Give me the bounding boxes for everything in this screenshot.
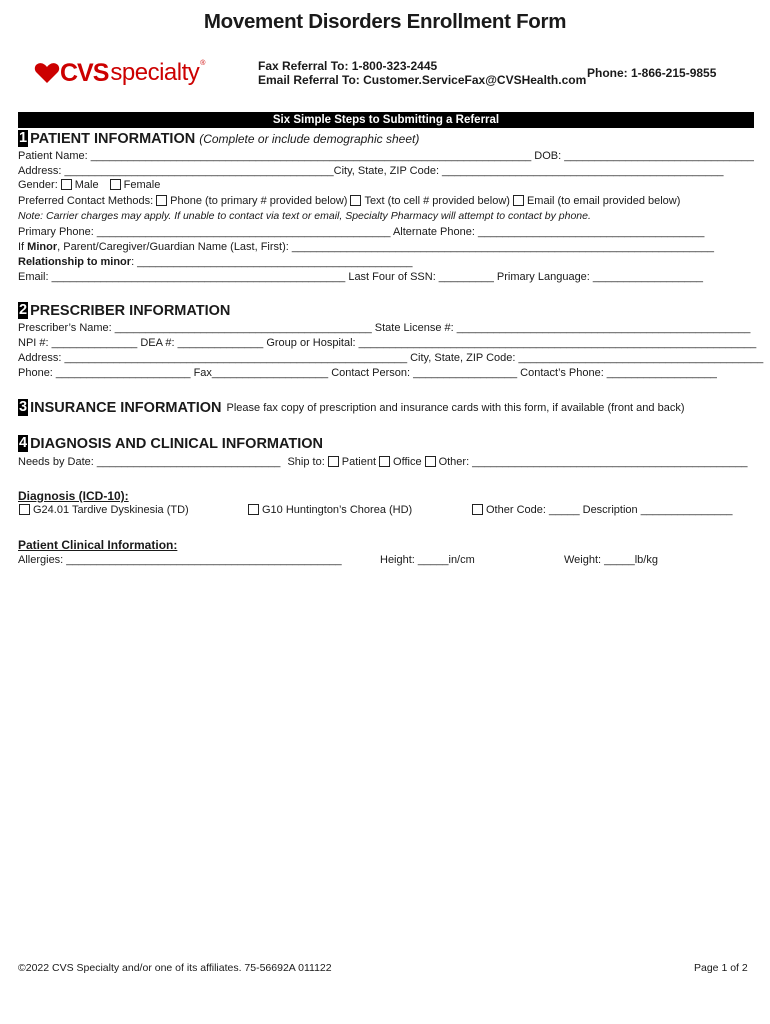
fax-referral: Fax Referral To: 1-800-323-2445 xyxy=(258,59,438,73)
section-title: PATIENT INFORMATION xyxy=(30,130,196,147)
minor-guardian-line[interactable] xyxy=(18,241,714,253)
dx-td-label: G24.01 Tardive Dyskinesia (TD) xyxy=(33,504,189,516)
footer-copyright: ©2022 CVS Specialty and/or one of its affiliates. 75-56692A 011122 xyxy=(18,962,332,974)
dx-hd-checkbox[interactable] xyxy=(248,504,259,515)
steps-bar-text: Six Simple Steps to Submitting a Referral xyxy=(272,114,500,126)
gender-row xyxy=(18,179,160,191)
section-1-heading xyxy=(18,130,419,147)
dx-hd-option[interactable] xyxy=(245,504,412,516)
heart-icon xyxy=(34,62,60,84)
email-ssn-language-line[interactable]: Email: ________________________________________________ Last Four of SSN: _________ Primary Language: __________________ xyxy=(18,271,704,283)
dx-other-option[interactable] xyxy=(469,504,732,516)
male-checkbox[interactable] xyxy=(61,179,72,190)
npi-dea-group-line[interactable]: NPI #: ______________ DEA #: ______________ Group or Hospital: _________________________________________________________________ xyxy=(18,337,757,349)
contact-text-label: Text (to cell # provided below) xyxy=(364,195,510,207)
contact-text-checkbox[interactable] xyxy=(350,195,361,206)
cvs-specialty-logo xyxy=(34,57,205,89)
section-3-heading xyxy=(18,399,684,416)
needs-by-ship-row xyxy=(18,456,747,468)
female-checkbox[interactable] xyxy=(110,179,121,190)
section-number: 1 xyxy=(19,130,28,146)
dx-other-label: Other Code: _____ Description _______________ xyxy=(486,504,733,516)
clinical-info-heading: Patient Clinical Information: xyxy=(18,538,178,552)
dx-hd-label: G10 Huntington’s Chorea (HD) xyxy=(262,504,413,516)
weight-field[interactable]: Weight: _____lb/kg xyxy=(564,554,658,566)
email-referral: Email Referral To: Customer.ServiceFax@CVSHealth.com xyxy=(258,73,587,87)
prescriber-name-line[interactable]: Prescriber’s Name: __________________________________________ State License #: ________________________________________________ xyxy=(18,322,751,334)
phone-line[interactable]: Primary Phone: ________________________________________________ Alternate Phone: _____________________________________ xyxy=(18,226,705,238)
ship-to-label: Ship to: xyxy=(287,456,325,468)
section-number: 2 xyxy=(19,302,28,318)
ship-other-checkbox[interactable] xyxy=(425,456,436,467)
prescriber-address-line[interactable]: Address: ________________________________________________________ City, State, ZIP Code: ________________________________________ xyxy=(18,352,764,364)
section-number: 4 xyxy=(19,435,28,451)
carrier-charges-note: Note: Carrier charges may apply. If unable to contact via text or email, Specialty Pharmacy will attempt to contact by phone. xyxy=(18,210,591,222)
height-field[interactable]: Height: _____in/cm xyxy=(380,554,475,566)
diagnosis-heading: Diagnosis (ICD-10): xyxy=(18,489,129,503)
section-title: INSURANCE INFORMATION xyxy=(30,399,222,416)
minor-label: Minor xyxy=(27,241,58,253)
contact-email-label: Email (to email provided below) xyxy=(526,195,681,207)
prescriber-phone-line[interactable]: Phone: ______________________ Fax___________________ Contact Person: _________________ Contact’s Phone: __________________ xyxy=(18,367,717,379)
dx-td-option[interactable] xyxy=(16,504,189,516)
patient-address-line[interactable]: Address: ____________________________________________City, State, ZIP Code: ______________________________________________ xyxy=(18,165,724,177)
minor-guardian-text: , Parent/Caregiver/Guardian Name (Last, First): _____________________________________________________________________ xyxy=(57,241,714,253)
relationship-label: Relationship to minor xyxy=(18,256,132,268)
ship-office-checkbox[interactable] xyxy=(379,456,390,467)
logo-product: specialty xyxy=(110,59,200,86)
section-note: Please fax copy of prescription and insurance cards with this form, if available (front and back) xyxy=(226,401,685,414)
female-label: Female xyxy=(123,179,161,191)
section-number: 3 xyxy=(19,399,28,415)
section-title: PRESCRIBER INFORMATION xyxy=(30,302,231,319)
patient-name-dob-line[interactable]: Patient Name: ________________________________________________________________________ DOB: _______________________________ xyxy=(18,150,754,162)
section-4-heading xyxy=(18,435,323,452)
minor-prefix: If xyxy=(18,241,28,253)
section-note: (Complete or include demographic sheet) xyxy=(199,131,420,146)
form-title: Movement Disorders Enrollment Form xyxy=(203,10,567,33)
contact-phone-label: Phone (to primary # provided below) xyxy=(170,195,348,207)
contact-methods-row xyxy=(18,195,680,207)
ship-patient-checkbox[interactable] xyxy=(328,456,339,467)
allergies-field[interactable]: Allergies: _____________________________________________ xyxy=(18,554,342,566)
dx-td-checkbox[interactable] xyxy=(19,504,30,515)
relationship-line[interactable] xyxy=(18,256,412,268)
gender-label: Gender: xyxy=(18,179,58,191)
ship-office-label: Office xyxy=(393,456,422,468)
ship-patient-label: Patient xyxy=(341,456,377,468)
male-label: Male xyxy=(74,179,99,191)
page-number: Page 1 of 2 xyxy=(694,962,748,974)
relationship-blank: : _____________________________________________ xyxy=(131,256,413,268)
ship-other-field[interactable]: Other: _____________________________________________ xyxy=(438,456,748,468)
contact-phone-checkbox[interactable] xyxy=(156,195,167,206)
needs-by-date-field[interactable]: Needs by Date: ______________________________ xyxy=(18,456,281,468)
contact-methods-label: Preferred Contact Methods: xyxy=(18,195,154,207)
contact-email-checkbox[interactable] xyxy=(513,195,524,206)
logo-brand: CVS xyxy=(60,58,109,87)
phone-number: Phone: 1-866-215-9855 xyxy=(587,66,717,80)
section-title: DIAGNOSIS AND CLINICAL INFORMATION xyxy=(30,435,324,452)
dx-other-checkbox[interactable] xyxy=(472,504,483,515)
section-2-heading xyxy=(18,302,230,319)
logo-registered-mark: ® xyxy=(200,59,206,67)
